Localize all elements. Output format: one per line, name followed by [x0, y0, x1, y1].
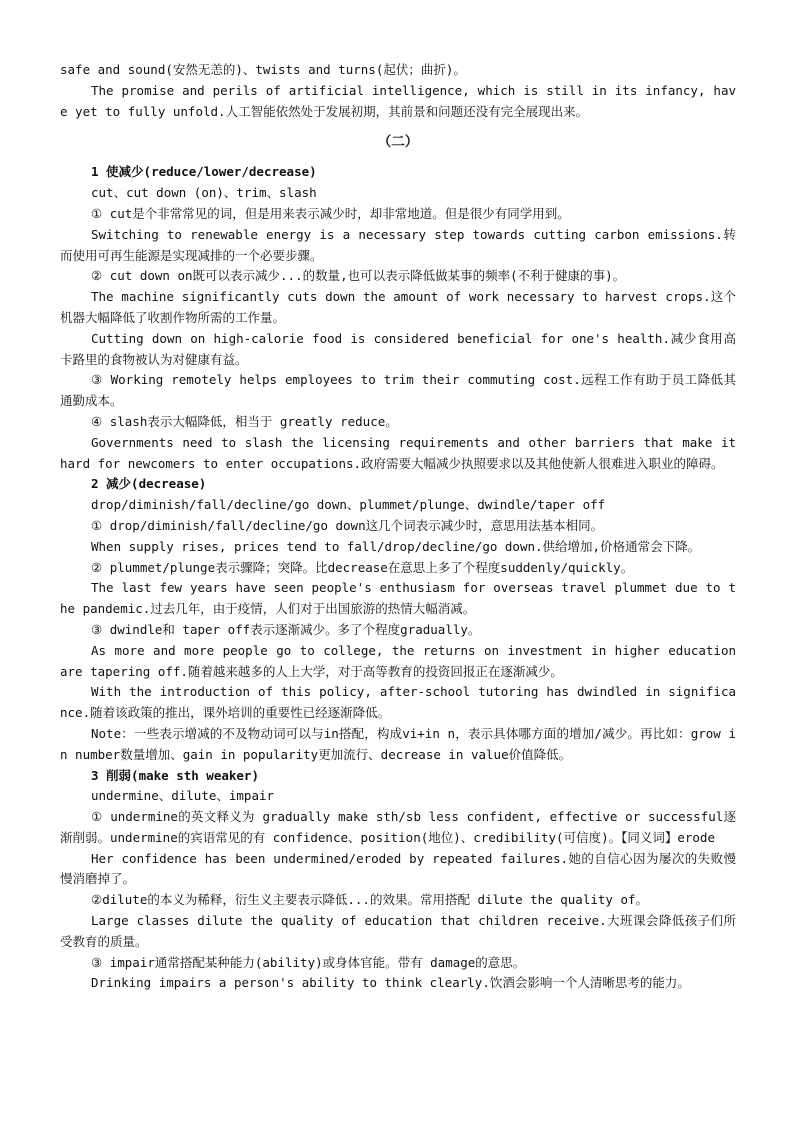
point-1c: ③ Working remotely helps employees to trim their commuting cost.远程工作有助于员工降低其通勤成本。: [60, 372, 736, 409]
line-safe-sound: safe and sound(安然无恙的)、twists and turns(起伏；曲折)。: [60, 62, 466, 77]
example-3a: Her confidence has been undermined/eroded by repeated failures.她的自信心因为屡次的失败慢慢消磨掉了。: [60, 850, 736, 887]
point-1d: ④ slash表示大幅降低，相当于 greatly reduce。: [91, 413, 398, 429]
line-ai-promise: The promise and perils of artificial intelligence, which is still in its infancy, have yet to fully unfold.人工智能依然处于发展初期，其前景和问题还没有完全展现出来。: [60, 82, 736, 119]
section-title: （二）: [377, 134, 419, 151]
document-page: [60, 60, 736, 994]
point-2b: ② plummet/plunge表示骤降；突降。比decrease在意思上多了个程度suddenly/quickly。: [91, 559, 634, 575]
point-3a: ① undermine的英文释义为 gradually make sth/sb less confident, effective or successful逐渐削弱。undermine的宾语常见的有 confidence、position(地位)、credibility(可信度)。【同义词】erode: [60, 809, 736, 845]
heading-1-reduce: 1 使减少(reduce/lower/decrease): [91, 164, 317, 180]
point-3c: ③ impair通常搭配某种能力(ability)或身体官能。带有 damage的意思。: [91, 954, 526, 970]
example-1b-1: The machine significantly cuts down the amount of work necessary to harvest crops.这个机器大幅降低了收割作物所需的工作量。: [60, 289, 736, 325]
example-2b: The last few years have seen people's enthusiasm for overseas travel plummet due to the pandemic.过去几年，由于疫情，人们对于出国旅游的热情大幅消减。: [60, 580, 736, 617]
example-2a: When supply rises, prices tend to fall/drop/decline/go down.供给增加,价格通常会下降。: [91, 538, 701, 554]
point-3b: ②dilute的本义为稀释，衍生义主要表示降低...的效果。常用搭配 dilute the quality of。: [91, 892, 649, 908]
example-3b: Large classes dilute the quality of education that children receive.大班课会降低孩子们所受教育的质量。: [60, 913, 736, 949]
heading-3-weaken: 3 削弱(make sth weaker): [91, 767, 259, 783]
words-2: drop/diminish/fall/decline/go down、plummet/plunge、dwindle/taper off: [91, 497, 606, 513]
example-1a: Switching to renewable energy is a necessary step towards cutting carbon emissions.转而使用可再生能源是实现减排的一个必要步骤。: [60, 226, 736, 263]
words-1: cut、cut down (on)、trim、slash: [91, 185, 317, 201]
example-2c-1: As more and more people go to college, the returns on investment in higher education are tapering off.随着越来越多的人上大学，对于高等教育的投资回报正在逐渐减少。: [60, 642, 736, 679]
heading-2-decrease: 2 减少(decrease): [91, 476, 207, 492]
note-2: Note：一些表示增减的不及物动词可以与in搭配，构成vi+in n，表示具体哪方面的增加/减少。再比如：grow in number数量增加、gain in popularity更加流行、decrease in value价值降低。: [60, 725, 736, 762]
words-3: undermine、dilute、impair: [91, 788, 275, 804]
example-1d: Governments need to slash the licensing requirements and other barriers that make it hard for newcomers to enter occupations.政府需要大幅减少执照要求以及其他使新人很难进入职业的障碍。: [60, 434, 736, 471]
example-2c-2: With the introduction of this policy, after-school tutoring has dwindled in significance.随着该政策的推出，课外培训的重要性已经逐渐降低。: [60, 684, 736, 721]
point-2c: ③ dwindle和 taper off表示逐渐减少。多了个程度gradually。: [91, 621, 481, 637]
example-3c: Drinking impairs a person's ability to think clearly.饮酒会影响一个人清晰思考的能力。: [91, 975, 690, 991]
point-2a: ① drop/diminish/fall/decline/go down这几个词表示减少时，意思用法基本相同。: [91, 517, 604, 533]
point-1b: ② cut down on既可以表示减少...的数量,也可以表示降低做某事的频率(不利于健康的事)。: [91, 268, 626, 284]
point-1a: ① cut是个非常常见的词，但是用来表示减少时，却非常地道。但是很少有同学用到。: [91, 205, 570, 221]
example-1b-2: Cutting down on high-calorie food is considered beneficial for one's health.减少食用高卡路里的食物被认为对健康有益。: [60, 330, 736, 367]
